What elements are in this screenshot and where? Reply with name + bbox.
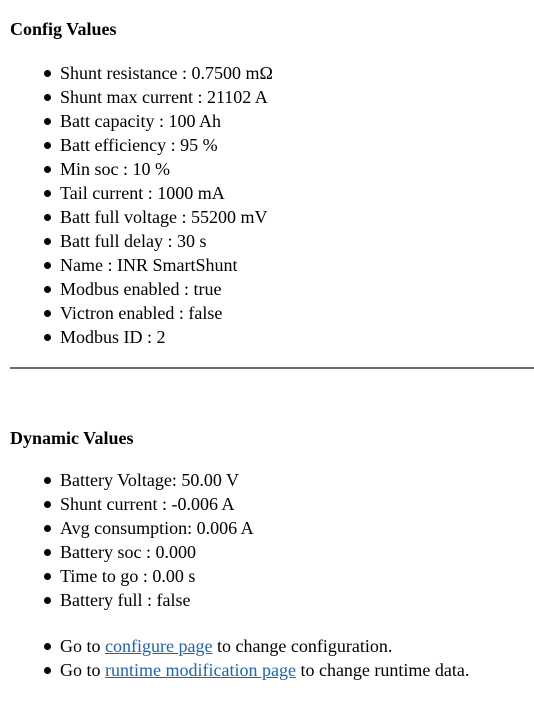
config-item-batt-capacity: Batt capacity : 100 Ah [60,109,534,133]
runtime-link-item [60,658,534,682]
config-item-batt-efficiency: Batt efficiency : 95 % [60,133,534,157]
config-item-modbus-id: Modbus ID : 2 [60,325,534,349]
runtime-link-suffix: to change runtime data. [295,660,470,680]
config-item-shunt-max-current: Shunt max current : 21102 A [60,85,534,109]
config-values-list [0,61,534,349]
config-item-batt-full-voltage: Batt full voltage : 55200 mV [60,205,534,229]
config-item-name: Name : INR SmartShunt [60,253,534,277]
dynamic-item-avg-consumption: Avg consumption: 0.006 A [60,516,534,540]
dynamic-values-list [0,468,534,612]
config-item-tail-current: Tail current : 1000 mA [60,181,534,205]
dynamic-item-battery-voltage: Battery Voltage: 50.00 V [60,468,534,492]
dynamic-item-battery-full: Battery full : false [60,588,534,612]
configure-link-suffix: to change configuration. [212,636,393,656]
config-item-modbus-enabled: Modbus enabled : true [60,277,534,301]
configure-link-prefix: Go to [60,636,105,656]
config-item-shunt-resistance: Shunt resistance : 0.7500 mΩ [60,61,534,85]
dynamic-values-heading: Dynamic Values [10,428,134,448]
configure-link-item [60,634,534,658]
dynamic-item-shunt-current: Shunt current : -0.006 A [60,492,534,516]
config-item-min-soc: Min soc : 10 % [60,157,534,181]
runtime-link-prefix: Go to [60,660,105,680]
section-divider [10,367,534,369]
dynamic-item-time-to-go: Time to go : 0.00 s [60,564,534,588]
navigation-links-list [0,634,534,682]
dynamic-item-battery-soc: Battery soc : 0.000 [60,540,534,564]
runtime-modification-page-link[interactable]: runtime modification page [105,660,296,680]
config-item-victron-enabled: Victron enabled : false [60,301,534,325]
config-item-batt-full-delay: Batt full delay : 30 s [60,229,534,253]
config-values-heading: Config Values [10,19,117,39]
configure-page-link[interactable]: configure page [105,636,213,656]
